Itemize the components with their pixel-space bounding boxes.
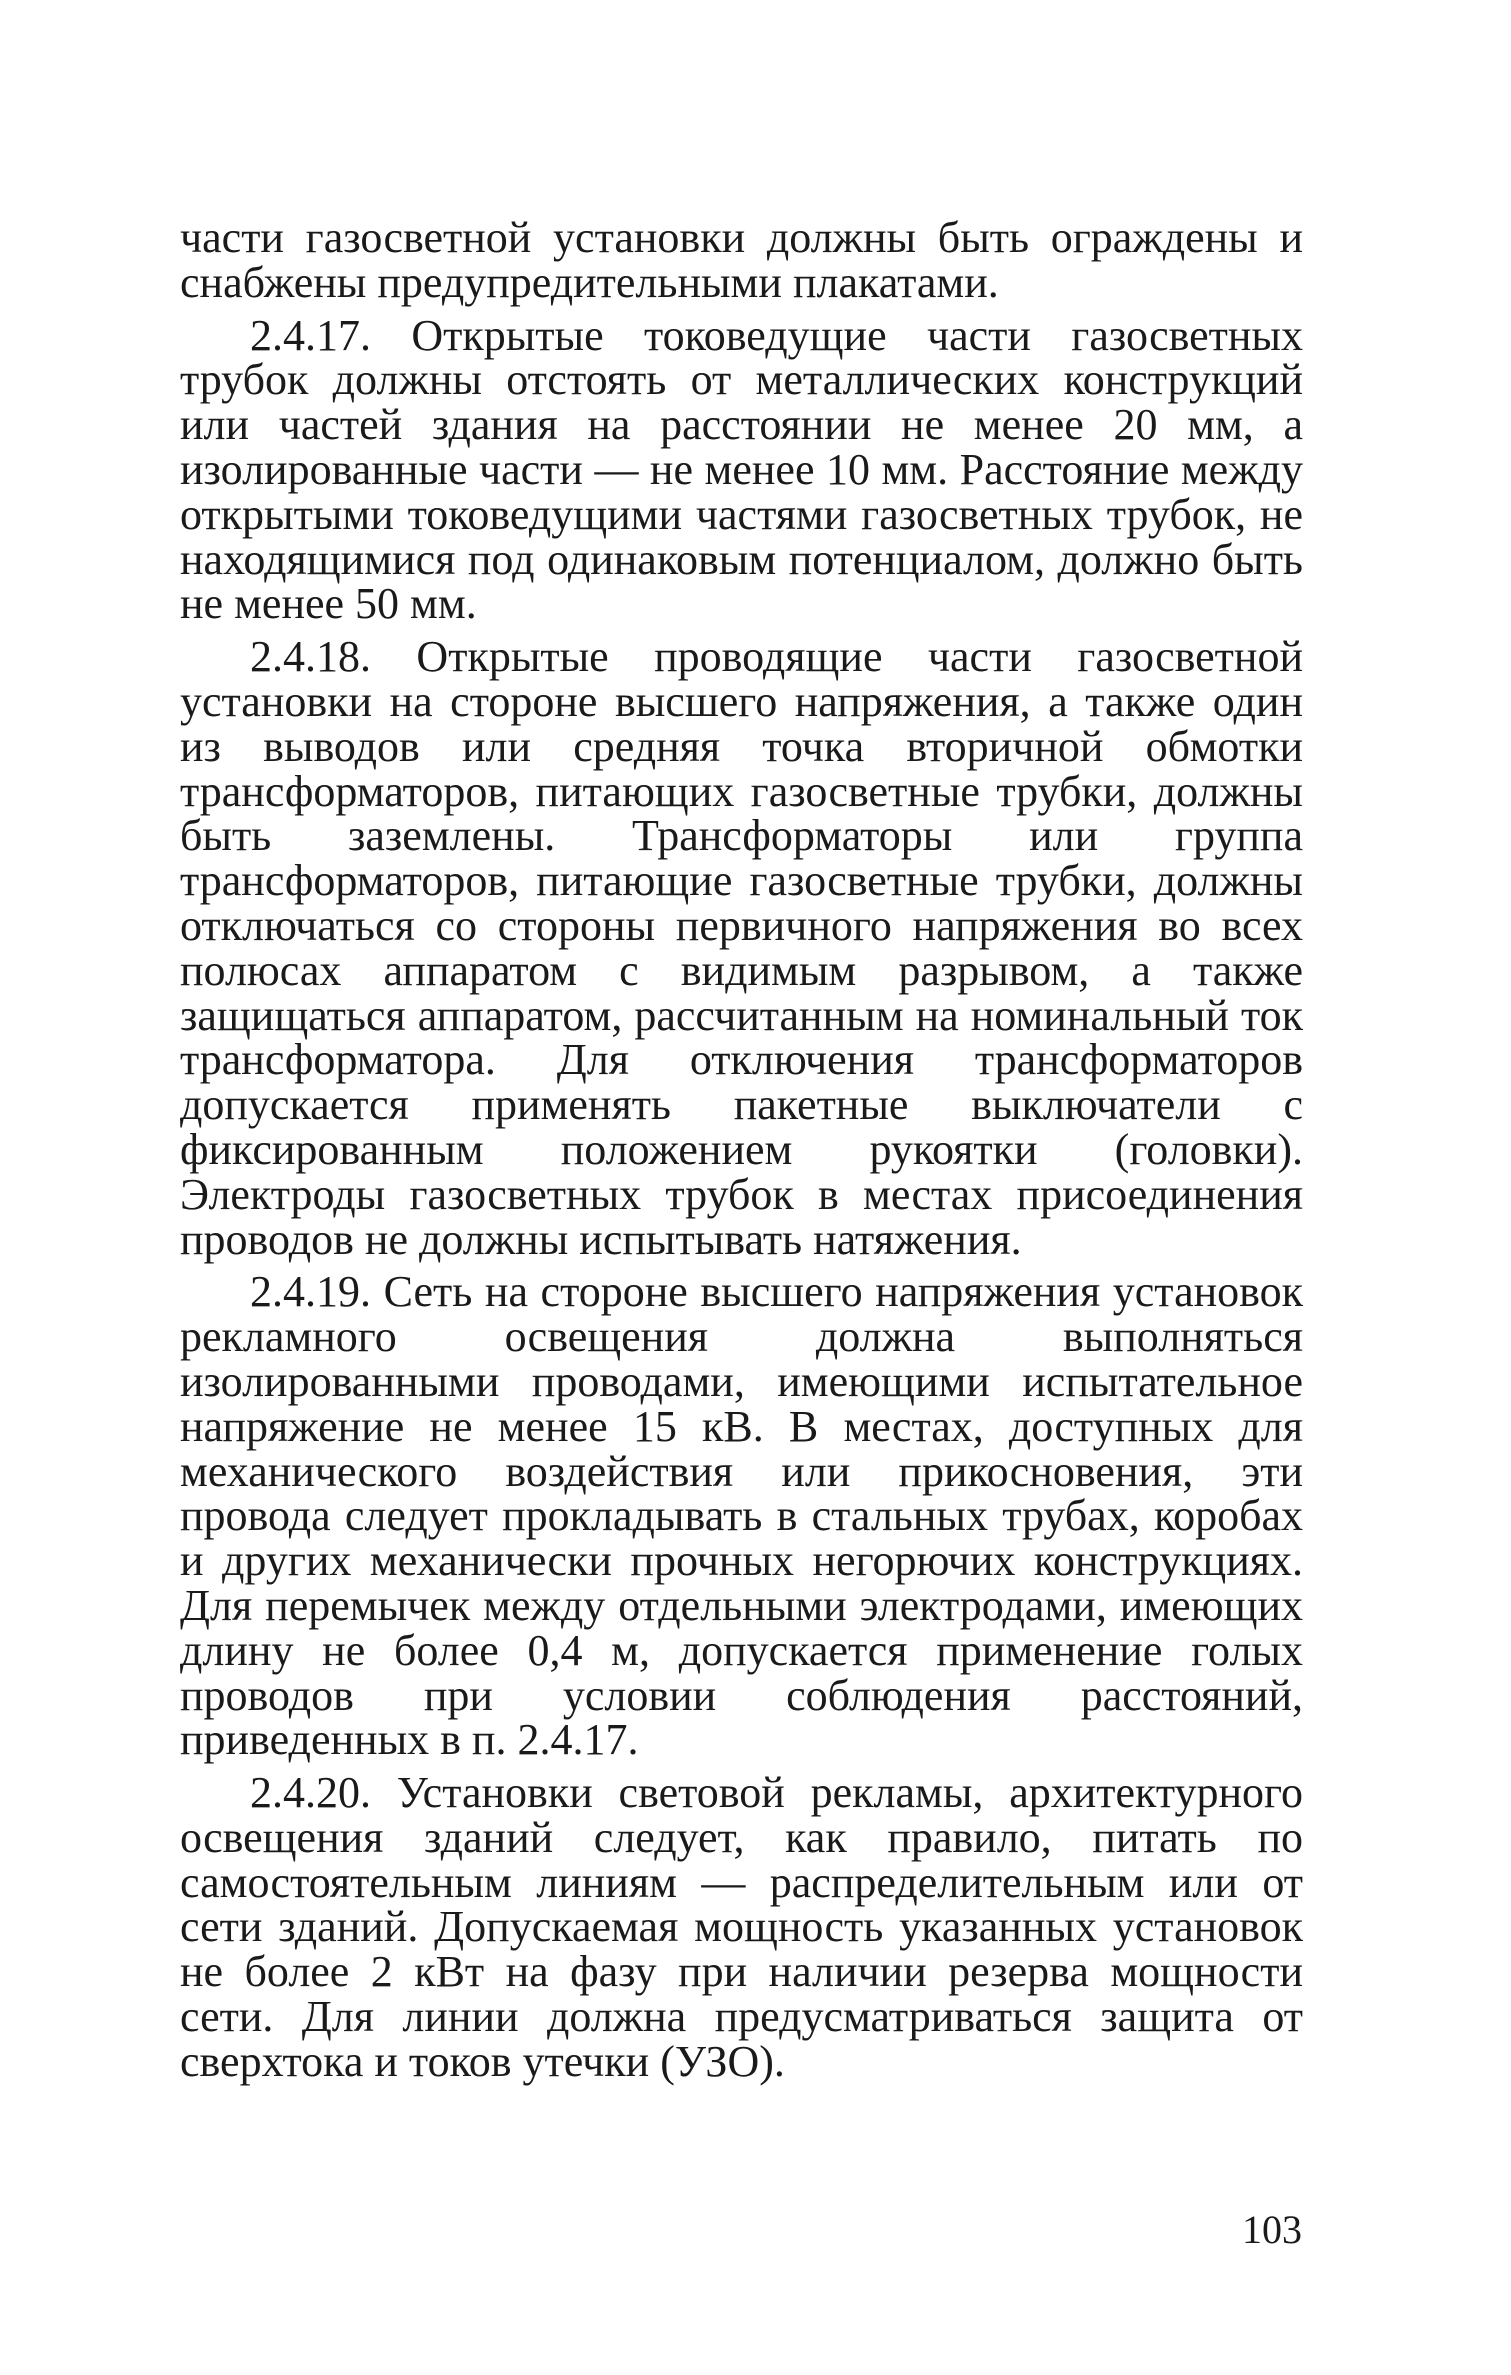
paragraph-2-4-19: 2.4.19. Сеть на стороне высшего напряжения установок рекламного освещения должна выполняться изолированными проводами, имеющими испытательное напряжение не менее 15 кВ. В местах, доступных для механического воздействия или прикосновения, эти провода следует прокладывать в стальных трубах, коробах и других механически прочных негорючих конструкциях. Для перемычек между отдельными электродами, имеющих длину не более 0,4 м, допускается применение голых проводов при условии соблюдения расстояний, приведенных в п. 2.4.17. — [180, 1267, 1303, 1765]
body-text — [180, 213, 1303, 2093]
paragraph-continued: части газосветной установки должны быть ограждены и снабжены предупредительными плакатами. — [180, 213, 1303, 307]
paragraph-2-4-20: 2.4.20. Установки световой рекламы, архитектурного освещения зданий следует, как правило, питать по самостоятельным линиям — распределительным или от сети зданий. Допускаемая мощность указанных установок не более 2 кВт на фазу при наличии резерва мощности сети. Для линии должна предусматриваться защита от сверхтока и токов утечки (УЗО). — [180, 1768, 1303, 2086]
paragraph-2-4-17: 2.4.17. Открытые токоведущие части газосветных трубок должны отстоять от металлических конструкций или частей здания на расстоянии не менее 20 мм, а изолированные части — не менее 10 мм. Расстояние между открытыми токоведущими частями газосветных трубок, не находящимися под одинаковым потенциалом, должно быть не менее 50 мм. — [180, 310, 1303, 629]
page-number: 103 — [1242, 2207, 1302, 2252]
paragraph-2-4-18: 2.4.18. Открытые проводящие части газосветной установки на стороне высшего напряжения, а также один из выводов или средняя точка вторичной обмотки трансформаторов, питающих газосветные трубки, должны быть заземлены. Трансформаторы или группа трансформаторов, питающие газосветные трубки, должны отключаться со стороны первичного напряжения во всех полюсах аппаратом с видимым разрывом, а также защищаться аппаратом, рассчитанным на номинальный ток трансформатора. Для отключения трансформаторов допускается применять пакетные выключатели с фиксированным положением рукоятки (головки). Электроды газосветных трубок в местах присоединения проводов не должны испытывать натяжения. — [180, 632, 1303, 1264]
